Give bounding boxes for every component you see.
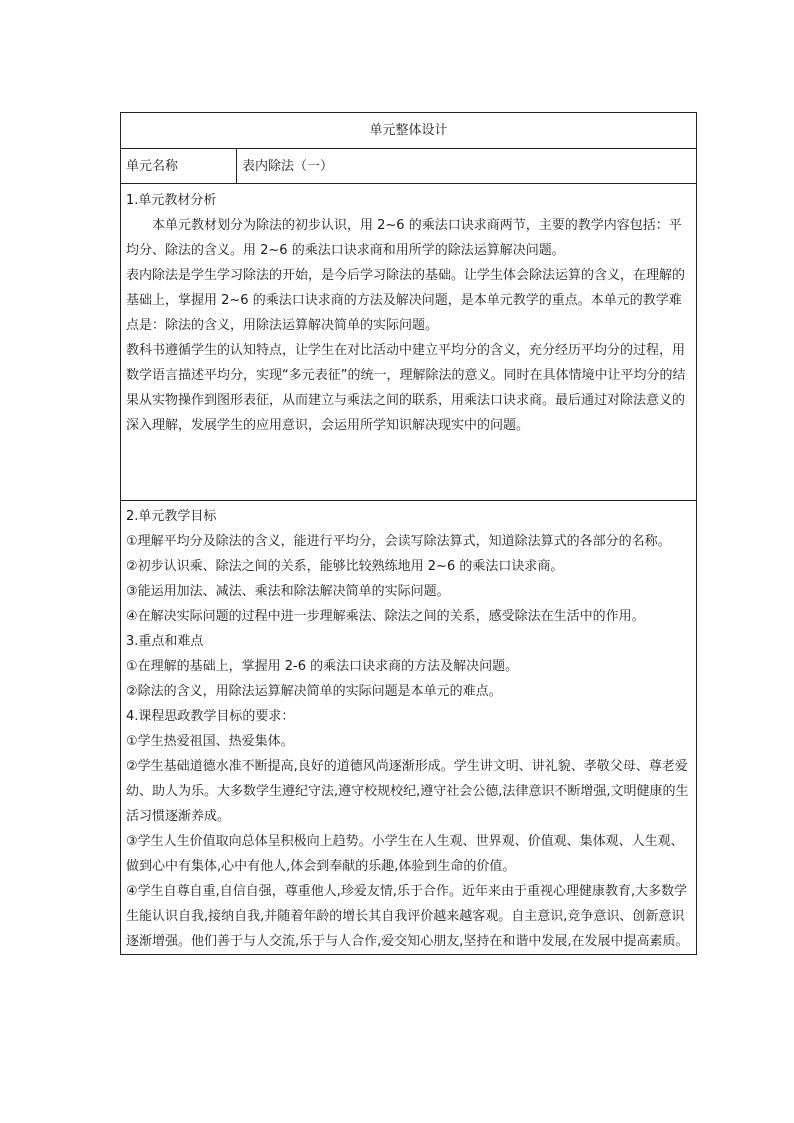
unit-design-table xyxy=(120,112,697,955)
ideology-goal-item: ④学生自尊自重,自信自强，尊重他人,珍爱友情,乐于合作。近年来由于重视心理健康教育,大多数学生能认识自我,接纳自我,并随着年龄的增长其自我评价越来越客观。自主意识,竞争意识、创新意识逐渐增强。他们善于与人交流,乐于与人合作,爱交知心朋友,坚持在和谐中发展,在发展中提高素质。 xyxy=(126,884,689,949)
goal-item: ①理解平均分及除法的含义，能进行平均分，会读写除法算式，知道除法算式的各部分的名称。 xyxy=(126,534,671,549)
goal-item: ③能运用加法、减法、乘法和除法解决简单的实际问题。 xyxy=(126,584,450,599)
section1-paragraph: 表内除法是学生学习除法的开始，是今后学习除法的基础。让学生体会除法运算的含义，在理解的基础上，掌握用 2~6 的乘法口诀求商的方法及解决问题，是本单元教学的重点。本单元的教学难点是：除法的含义，用除法运算解决简单的实际问题。 xyxy=(126,268,686,333)
key-point-item: ①在理解的基础上，掌握用 2-6 的乘法口诀求商的方法及解决问题。 xyxy=(126,659,519,674)
section1-paragraph: 教科书遵循学生的认知特点，让学生在对比活动中建立平均分的含义，充分经历平均分的过程，用数学语言描述平均分，实现“多元表征”的统一，理解除法的意义。同时在具体情境中让平均分的结果从实物操作到图形表征，从而建立与乘法之间的联系，用乘法口诀求商。最后通过对除法意义的深入理解，发展学生的应用意识，会运用所学知识解决现实中的问题。 xyxy=(126,343,686,433)
section2-heading: 2.单元教学目标 xyxy=(126,509,217,524)
key-point-item: ②除法的含义，用除法运算解决简单的实际问题是本单元的难点。 xyxy=(126,684,502,699)
title-row xyxy=(121,113,697,149)
ideology-goal-item: ①学生热爱祖国、热爱集体。 xyxy=(126,734,294,749)
section4-heading: 4.课程思政教学目标的要求： xyxy=(126,709,295,724)
section2-cell xyxy=(121,501,697,955)
ideology-goal-item: ③学生人生价值取向总体呈积极向上趋势。小学生在人生观、世界观、价值观、集体观、人生观、做到心中有集体,心中有他人,体会到奉献的乐趣,体验到生命的价值。 xyxy=(126,834,684,874)
ideology-goal-item: ②学生基础道德水准不断提高,良好的道德风尚逐渐形成。学生讲文明、讲礼貌、孝敬父母、尊老爱幼、助人为乐。大多数学生遵纪守法,遵守校规校纪,遵守社会公德,法律意识不断增强,文明健康的生活习惯逐渐养成。 xyxy=(126,759,689,824)
table-title: 单元整体设计 xyxy=(121,113,697,149)
section1-cell xyxy=(121,184,697,501)
goal-item: ④在解决实际问题的过程中进一步理解乘法、除法之间的关系，感受除法在生活中的作用。 xyxy=(126,609,645,624)
unit-name-value: 表内除法（一） xyxy=(237,149,697,184)
section1-paragraph: 本单元教材划分为除法的初步认识，用 2~6 的乘法口诀求商两节，主要的教学内容包括：平均分、除法的含义。用 2~6 的乘法口诀求商和用所学的除法运算解决问题。 xyxy=(126,218,682,258)
section2-row xyxy=(121,501,697,955)
unit-name-label: 单元名称 xyxy=(121,149,237,184)
goal-item: ②初步认识乘、除法之间的关系，能够比较熟练地用 2~6 的乘法口诀求商。 xyxy=(126,559,564,574)
section3-heading: 3.重点和难点 xyxy=(126,634,204,649)
unit-name-row xyxy=(121,149,697,184)
section1-heading: 1.单元教材分析 xyxy=(126,193,217,208)
section1-row xyxy=(121,184,697,501)
